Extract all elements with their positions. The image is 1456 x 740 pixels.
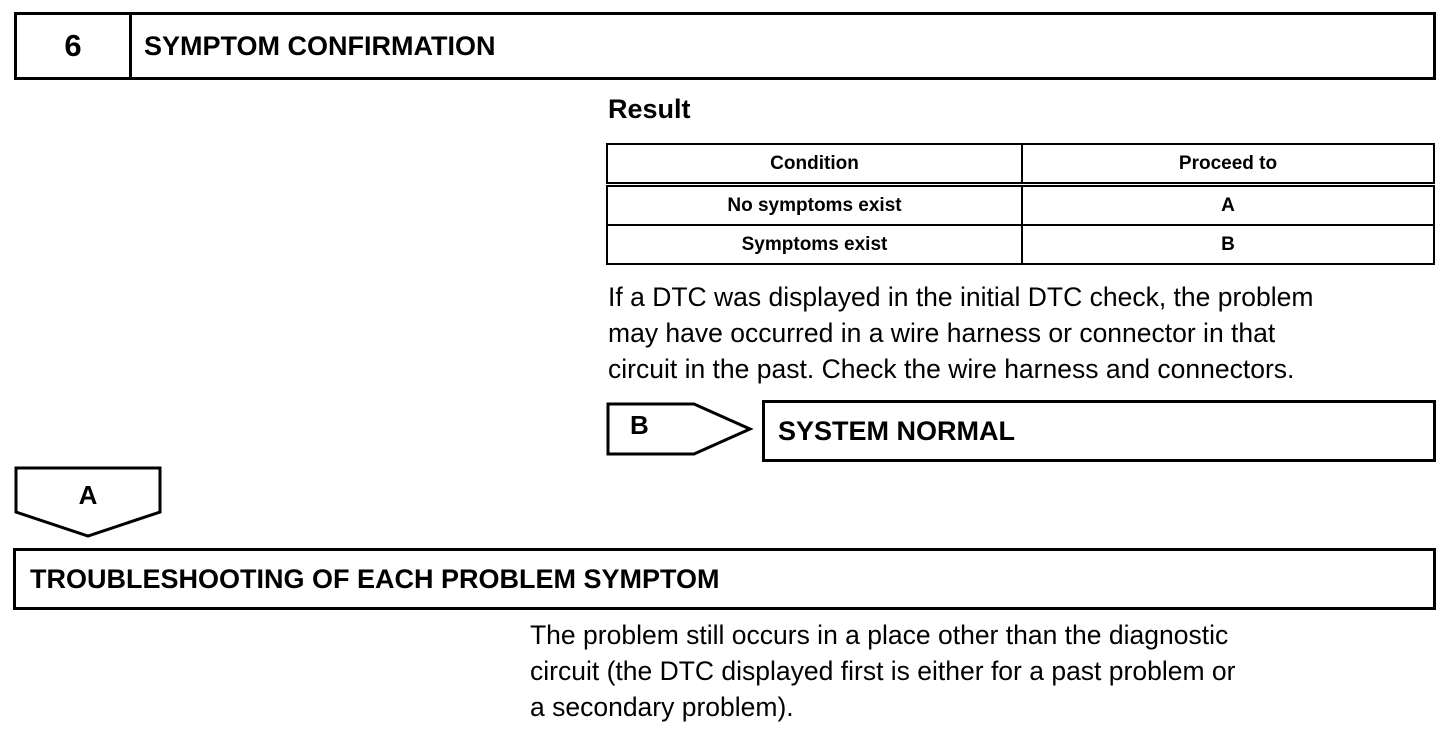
right-arrow-icon xyxy=(606,400,756,458)
system-normal-box: SYSTEM NORMAL xyxy=(762,400,1436,462)
step-title: SYMPTOM CONFIRMATION xyxy=(144,30,496,61)
result-heading: Result xyxy=(608,94,691,124)
note-line: If a DTC was displayed in the initial DTC check, the problem xyxy=(608,282,1314,312)
final-note-line: circuit (the DTC displayed first is either for a past problem or xyxy=(530,656,1236,686)
branch-b-label: B xyxy=(630,410,649,440)
proceed-to-cell: B xyxy=(1022,225,1434,264)
condition-cell: No symptoms exist xyxy=(607,185,1022,226)
table-row xyxy=(607,185,1434,226)
column-header-proceed-to: Proceed to xyxy=(1022,144,1434,185)
step-number: 6 xyxy=(17,15,132,77)
proceed-to-cell: A xyxy=(1022,185,1434,226)
branch-a-label: A xyxy=(78,480,98,510)
table-row xyxy=(607,225,1434,264)
branch-b-arrow xyxy=(606,400,756,458)
troubleshooting-box: TROUBLESHOOTING OF EACH PROBLEM SYMPTOM xyxy=(13,548,1436,610)
note-line: circuit in the past. Check the wire harness and connectors. xyxy=(608,354,1295,384)
dtc-note xyxy=(608,279,1438,387)
final-note-line: a secondary problem). xyxy=(530,692,794,722)
result-table-header-row xyxy=(607,144,1434,185)
branch-a-arrow xyxy=(14,466,162,538)
step-header xyxy=(14,12,1436,80)
column-header-condition: Condition xyxy=(607,144,1022,185)
result-table xyxy=(606,143,1435,265)
note-line: may have occurred in a wire harness or connector in that xyxy=(608,318,1276,348)
final-note xyxy=(530,617,1430,725)
condition-cell: Symptoms exist xyxy=(607,225,1022,264)
final-note-line: The problem still occurs in a place other than the diagnostic xyxy=(530,620,1229,650)
